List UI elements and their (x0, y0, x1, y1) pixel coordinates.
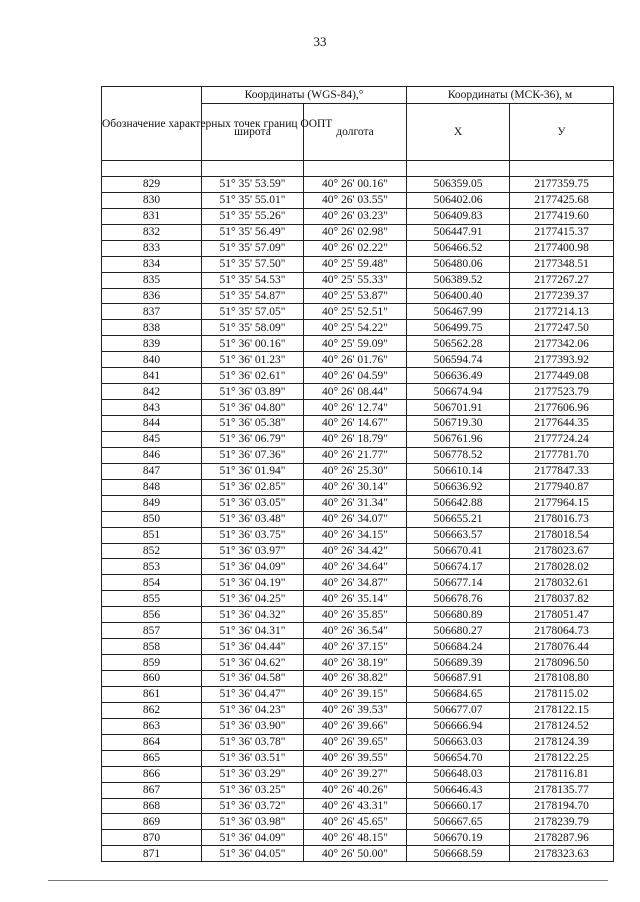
y-cell: 2178115.02 (510, 686, 614, 702)
latitude-cell: 51° 36' 02.85" (202, 479, 304, 495)
point-id-cell: 871 (102, 846, 202, 862)
y-cell: 2177425.68 (510, 192, 614, 208)
longitude-cell: 40° 26' 30.14" (304, 479, 407, 495)
header-wgs84: Координаты (WGS-84),° (202, 87, 407, 104)
y-cell: 2177940.87 (510, 479, 614, 495)
latitude-cell: 51° 36' 03.78" (202, 734, 304, 750)
point-id-cell: 851 (102, 527, 202, 543)
point-id-cell: 842 (102, 384, 202, 400)
latitude-cell: 51° 35' 57.09" (202, 240, 304, 256)
x-cell: 506402.06 (407, 192, 510, 208)
coordinates-table (101, 86, 614, 862)
longitude-cell: 40° 26' 50.00" (304, 846, 407, 862)
latitude-cell: 51° 36' 04.47" (202, 686, 304, 702)
longitude-cell: 40° 26' 08.44" (304, 384, 407, 400)
point-id-cell: 868 (102, 798, 202, 814)
point-id-cell: 847 (102, 463, 202, 479)
x-cell: 506666.94 (407, 718, 510, 734)
footer-divider (48, 880, 608, 881)
table-row (102, 208, 614, 224)
latitude-cell: 51° 36' 03.51" (202, 750, 304, 766)
table-row (102, 830, 614, 846)
y-cell: 2178194.70 (510, 798, 614, 814)
longitude-cell: 40° 26' 35.85" (304, 607, 407, 623)
x-cell: 506660.17 (407, 798, 510, 814)
longitude-cell: 40° 26' 34.64" (304, 559, 407, 575)
x-cell: 506636.49 (407, 368, 510, 384)
point-id-cell: 863 (102, 718, 202, 734)
table-row (102, 718, 614, 734)
latitude-cell: 51° 36' 04.05" (202, 846, 304, 862)
table-row (102, 256, 614, 272)
point-id-cell: 870 (102, 830, 202, 846)
latitude-cell: 51° 35' 54.53" (202, 272, 304, 288)
y-cell: 2178051.47 (510, 607, 614, 623)
x-cell: 506674.17 (407, 559, 510, 575)
latitude-cell: 51° 35' 55.26" (202, 208, 304, 224)
y-cell: 2178037.82 (510, 591, 614, 607)
x-cell: 506670.41 (407, 543, 510, 559)
table-row (102, 416, 614, 432)
latitude-cell: 51° 36' 04.09" (202, 559, 304, 575)
longitude-cell: 40° 26' 31.34" (304, 495, 407, 511)
point-id-cell: 854 (102, 575, 202, 591)
x-cell: 506480.06 (407, 256, 510, 272)
table-body (102, 161, 614, 862)
latitude-cell: 51° 35' 57.05" (202, 304, 304, 320)
y-cell: 2177348.51 (510, 256, 614, 272)
header-y: У (510, 104, 614, 161)
point-id-cell: 846 (102, 447, 202, 463)
longitude-cell: 40° 26' 37.15" (304, 639, 407, 655)
y-cell: 2177523.79 (510, 384, 614, 400)
latitude-cell: 51° 36' 04.31" (202, 623, 304, 639)
table-row (102, 479, 614, 495)
spacer-cell (510, 161, 614, 177)
point-id-cell: 867 (102, 782, 202, 798)
table-row (102, 400, 614, 416)
latitude-cell: 51° 36' 03.89" (202, 384, 304, 400)
longitude-cell: 40° 26' 03.23" (304, 208, 407, 224)
x-cell: 506678.76 (407, 591, 510, 607)
x-cell: 506674.94 (407, 384, 510, 400)
point-id-cell: 855 (102, 591, 202, 607)
y-cell: 2178032.61 (510, 575, 614, 591)
table-row (102, 384, 614, 400)
table-row (102, 846, 614, 862)
table-row (102, 782, 614, 798)
longitude-cell: 40° 26' 02.22" (304, 240, 407, 256)
table-row (102, 431, 614, 447)
longitude-cell: 40° 25' 53.87" (304, 288, 407, 304)
table-row (102, 527, 614, 543)
longitude-cell: 40° 26' 45.65" (304, 814, 407, 830)
y-cell: 2178124.39 (510, 734, 614, 750)
x-cell: 506636.92 (407, 479, 510, 495)
latitude-cell: 51° 36' 04.32" (202, 607, 304, 623)
x-cell: 506654.70 (407, 750, 510, 766)
y-cell: 2177359.75 (510, 176, 614, 192)
longitude-cell: 40° 25' 52.51" (304, 304, 407, 320)
latitude-cell: 51° 35' 57.50" (202, 256, 304, 272)
longitude-cell: 40° 26' 14.67" (304, 416, 407, 432)
y-cell: 2178239.79 (510, 814, 614, 830)
x-cell: 506701.91 (407, 400, 510, 416)
x-cell: 506761.96 (407, 431, 510, 447)
longitude-cell: 40° 26' 38.82" (304, 671, 407, 687)
latitude-cell: 51° 35' 56.49" (202, 224, 304, 240)
table-row (102, 176, 614, 192)
point-id-cell: 829 (102, 176, 202, 192)
y-cell: 2178076.44 (510, 639, 614, 655)
longitude-cell: 40° 26' 21.77" (304, 447, 407, 463)
y-cell: 2177247.50 (510, 320, 614, 336)
y-cell: 2178028.02 (510, 559, 614, 575)
longitude-cell: 40° 26' 39.55" (304, 750, 407, 766)
x-cell: 506389.52 (407, 272, 510, 288)
point-id-cell: 852 (102, 543, 202, 559)
point-id-cell: 860 (102, 671, 202, 687)
table-row (102, 591, 614, 607)
table-row (102, 368, 614, 384)
longitude-cell: 40° 26' 34.42" (304, 543, 407, 559)
y-cell: 2177400.98 (510, 240, 614, 256)
y-cell: 2178108.80 (510, 671, 614, 687)
latitude-cell: 51° 36' 03.90" (202, 718, 304, 734)
latitude-cell: 51° 36' 03.72" (202, 798, 304, 814)
longitude-cell: 40° 26' 04.59" (304, 368, 407, 384)
x-cell: 506359.05 (407, 176, 510, 192)
x-cell: 506610.14 (407, 463, 510, 479)
y-cell: 2177342.06 (510, 336, 614, 352)
table-row (102, 272, 614, 288)
y-cell: 2178023.67 (510, 543, 614, 559)
y-cell: 2178064.73 (510, 623, 614, 639)
longitude-cell: 40° 26' 34.87" (304, 575, 407, 591)
longitude-cell: 40° 26' 25.30" (304, 463, 407, 479)
x-cell: 506684.65 (407, 686, 510, 702)
latitude-cell: 51° 35' 55.01" (202, 192, 304, 208)
longitude-cell: 40° 26' 00.16" (304, 176, 407, 192)
table-row (102, 734, 614, 750)
longitude-cell: 40° 26' 01.76" (304, 352, 407, 368)
latitude-cell: 51° 36' 04.09" (202, 830, 304, 846)
spacer-cell (202, 161, 304, 177)
x-cell: 506689.39 (407, 655, 510, 671)
latitude-cell: 51° 36' 01.94" (202, 463, 304, 479)
y-cell: 2178116.81 (510, 766, 614, 782)
x-cell: 506655.21 (407, 511, 510, 527)
longitude-cell: 40° 26' 03.55" (304, 192, 407, 208)
y-cell: 2177393.92 (510, 352, 614, 368)
table-row (102, 543, 614, 559)
point-id-cell: 830 (102, 192, 202, 208)
longitude-cell: 40° 26' 39.66" (304, 718, 407, 734)
x-cell: 506677.14 (407, 575, 510, 591)
y-cell: 2178323.63 (510, 846, 614, 862)
latitude-cell: 51° 36' 04.44" (202, 639, 304, 655)
header-point-designation: Обозначение характерных точек границ ООПТ (102, 87, 202, 161)
header-longitude: долгота (304, 104, 407, 161)
table-row (102, 463, 614, 479)
latitude-cell: 51° 36' 03.25" (202, 782, 304, 798)
point-id-cell: 839 (102, 336, 202, 352)
y-cell: 2177847.33 (510, 463, 614, 479)
x-cell: 506409.83 (407, 208, 510, 224)
point-id-cell: 857 (102, 623, 202, 639)
latitude-cell: 51° 36' 01.23" (202, 352, 304, 368)
x-cell: 506594.74 (407, 352, 510, 368)
table-row (102, 814, 614, 830)
longitude-cell: 40° 25' 55.33" (304, 272, 407, 288)
latitude-cell: 51° 35' 54.87" (202, 288, 304, 304)
x-cell: 506719.30 (407, 416, 510, 432)
longitude-cell: 40° 26' 34.07" (304, 511, 407, 527)
table-row (102, 320, 614, 336)
x-cell: 506680.89 (407, 607, 510, 623)
table-row (102, 304, 614, 320)
x-cell: 506670.19 (407, 830, 510, 846)
table-row (102, 655, 614, 671)
point-id-cell: 858 (102, 639, 202, 655)
latitude-cell: 51° 36' 06.79" (202, 431, 304, 447)
x-cell: 506684.24 (407, 639, 510, 655)
x-cell: 506680.27 (407, 623, 510, 639)
point-id-cell: 856 (102, 607, 202, 623)
header-msk36: Координаты (МСК-36), м (407, 87, 614, 104)
latitude-cell: 51° 36' 04.58" (202, 671, 304, 687)
point-id-cell: 845 (102, 431, 202, 447)
point-id-cell: 844 (102, 416, 202, 432)
point-id-cell: 836 (102, 288, 202, 304)
table-row (102, 352, 614, 368)
longitude-cell: 40° 26' 02.98" (304, 224, 407, 240)
point-id-cell: 843 (102, 400, 202, 416)
table-row (102, 702, 614, 718)
point-id-cell: 848 (102, 479, 202, 495)
latitude-cell: 51° 36' 02.61" (202, 368, 304, 384)
table-row (102, 511, 614, 527)
point-id-cell: 834 (102, 256, 202, 272)
longitude-cell: 40° 26' 39.15" (304, 686, 407, 702)
latitude-cell: 51° 36' 04.80" (202, 400, 304, 416)
x-cell: 506400.40 (407, 288, 510, 304)
table-row (102, 607, 614, 623)
longitude-cell: 40° 26' 39.27" (304, 766, 407, 782)
spacer-cell (102, 161, 202, 177)
point-id-cell: 864 (102, 734, 202, 750)
point-id-cell: 835 (102, 272, 202, 288)
point-id-cell: 840 (102, 352, 202, 368)
x-cell: 506562.28 (407, 336, 510, 352)
table-row (102, 224, 614, 240)
latitude-cell: 51° 36' 03.48" (202, 511, 304, 527)
table-row (102, 288, 614, 304)
longitude-cell: 40° 26' 36.54" (304, 623, 407, 639)
y-cell: 2177606.96 (510, 400, 614, 416)
x-cell: 506467.99 (407, 304, 510, 320)
latitude-cell: 51° 36' 05.38" (202, 416, 304, 432)
x-cell: 506646.43 (407, 782, 510, 798)
y-cell: 2177214.13 (510, 304, 614, 320)
latitude-cell: 51° 36' 04.25" (202, 591, 304, 607)
longitude-cell: 40° 26' 38.19" (304, 655, 407, 671)
longitude-cell: 40° 26' 39.53" (304, 702, 407, 718)
longitude-cell: 40° 26' 18.79" (304, 431, 407, 447)
x-cell: 506663.57 (407, 527, 510, 543)
y-cell: 2177724.24 (510, 431, 614, 447)
table-row (102, 575, 614, 591)
point-id-cell: 859 (102, 655, 202, 671)
y-cell: 2178135.77 (510, 782, 614, 798)
point-id-cell: 849 (102, 495, 202, 511)
x-cell: 506677.07 (407, 702, 510, 718)
latitude-cell: 51° 36' 03.29" (202, 766, 304, 782)
x-cell: 506447.91 (407, 224, 510, 240)
spacer-cell (407, 161, 510, 177)
y-cell: 2177964.15 (510, 495, 614, 511)
y-cell: 2177239.37 (510, 288, 614, 304)
latitude-cell: 51° 36' 07.36" (202, 447, 304, 463)
y-cell: 2177644.35 (510, 416, 614, 432)
table-row (102, 750, 614, 766)
table-row (102, 336, 614, 352)
table-row (102, 192, 614, 208)
y-cell: 2178122.15 (510, 702, 614, 718)
latitude-cell: 51° 36' 04.23" (202, 702, 304, 718)
y-cell: 2177419.60 (510, 208, 614, 224)
point-id-cell: 838 (102, 320, 202, 336)
x-cell: 506466.52 (407, 240, 510, 256)
latitude-cell: 51° 36' 03.98" (202, 814, 304, 830)
longitude-cell: 40° 25' 54.22" (304, 320, 407, 336)
page-number: 33 (313, 34, 327, 49)
table-row (102, 447, 614, 463)
table-row (102, 798, 614, 814)
x-cell: 506642.88 (407, 495, 510, 511)
table-row (102, 495, 614, 511)
point-id-cell: 837 (102, 304, 202, 320)
x-cell: 506778.52 (407, 447, 510, 463)
longitude-cell: 40° 25' 59.09" (304, 336, 407, 352)
point-id-cell: 831 (102, 208, 202, 224)
longitude-cell: 40° 26' 12.74" (304, 400, 407, 416)
latitude-cell: 51° 36' 03.05" (202, 495, 304, 511)
point-id-cell: 850 (102, 511, 202, 527)
latitude-cell: 51° 36' 04.62" (202, 655, 304, 671)
table-row (102, 686, 614, 702)
longitude-cell: 40° 26' 39.65" (304, 734, 407, 750)
longitude-cell: 40° 26' 34.15" (304, 527, 407, 543)
spacer-cell (304, 161, 407, 177)
x-cell: 506648.03 (407, 766, 510, 782)
y-cell: 2177781.70 (510, 447, 614, 463)
y-cell: 2178096.50 (510, 655, 614, 671)
point-id-cell: 853 (102, 559, 202, 575)
latitude-cell: 51° 35' 53.59" (202, 176, 304, 192)
y-cell: 2177267.27 (510, 272, 614, 288)
table-row (102, 639, 614, 655)
longitude-cell: 40° 25' 59.48" (304, 256, 407, 272)
y-cell: 2178016.73 (510, 511, 614, 527)
longitude-cell: 40° 26' 40.26" (304, 782, 407, 798)
point-id-cell: 865 (102, 750, 202, 766)
y-cell: 2177415.37 (510, 224, 614, 240)
table-row (102, 240, 614, 256)
point-id-cell: 841 (102, 368, 202, 384)
x-cell: 506668.59 (407, 846, 510, 862)
header-spacer-row (102, 161, 614, 177)
longitude-cell: 40° 26' 48.15" (304, 830, 407, 846)
y-cell: 2177449.08 (510, 368, 614, 384)
point-id-cell: 869 (102, 814, 202, 830)
table-row (102, 559, 614, 575)
latitude-cell: 51° 36' 00.16" (202, 336, 304, 352)
table-row (102, 766, 614, 782)
x-cell: 506667.65 (407, 814, 510, 830)
header-x: X (407, 104, 510, 161)
x-cell: 506499.75 (407, 320, 510, 336)
longitude-cell: 40° 26' 43.31" (304, 798, 407, 814)
latitude-cell: 51° 36' 03.97" (202, 543, 304, 559)
header-latitude: широта (202, 104, 304, 161)
point-id-cell: 861 (102, 686, 202, 702)
longitude-cell: 40° 26' 35.14" (304, 591, 407, 607)
table-row (102, 623, 614, 639)
point-id-cell: 862 (102, 702, 202, 718)
point-id-cell: 833 (102, 240, 202, 256)
x-cell: 506663.03 (407, 734, 510, 750)
x-cell: 506687.91 (407, 671, 510, 687)
table-row (102, 671, 614, 687)
point-id-cell: 832 (102, 224, 202, 240)
y-cell: 2178124.52 (510, 718, 614, 734)
y-cell: 2178287.96 (510, 830, 614, 846)
latitude-cell: 51° 36' 03.75" (202, 527, 304, 543)
latitude-cell: 51° 35' 58.09" (202, 320, 304, 336)
y-cell: 2178122.25 (510, 750, 614, 766)
y-cell: 2178018.54 (510, 527, 614, 543)
latitude-cell: 51° 36' 04.19" (202, 575, 304, 591)
point-id-cell: 866 (102, 766, 202, 782)
